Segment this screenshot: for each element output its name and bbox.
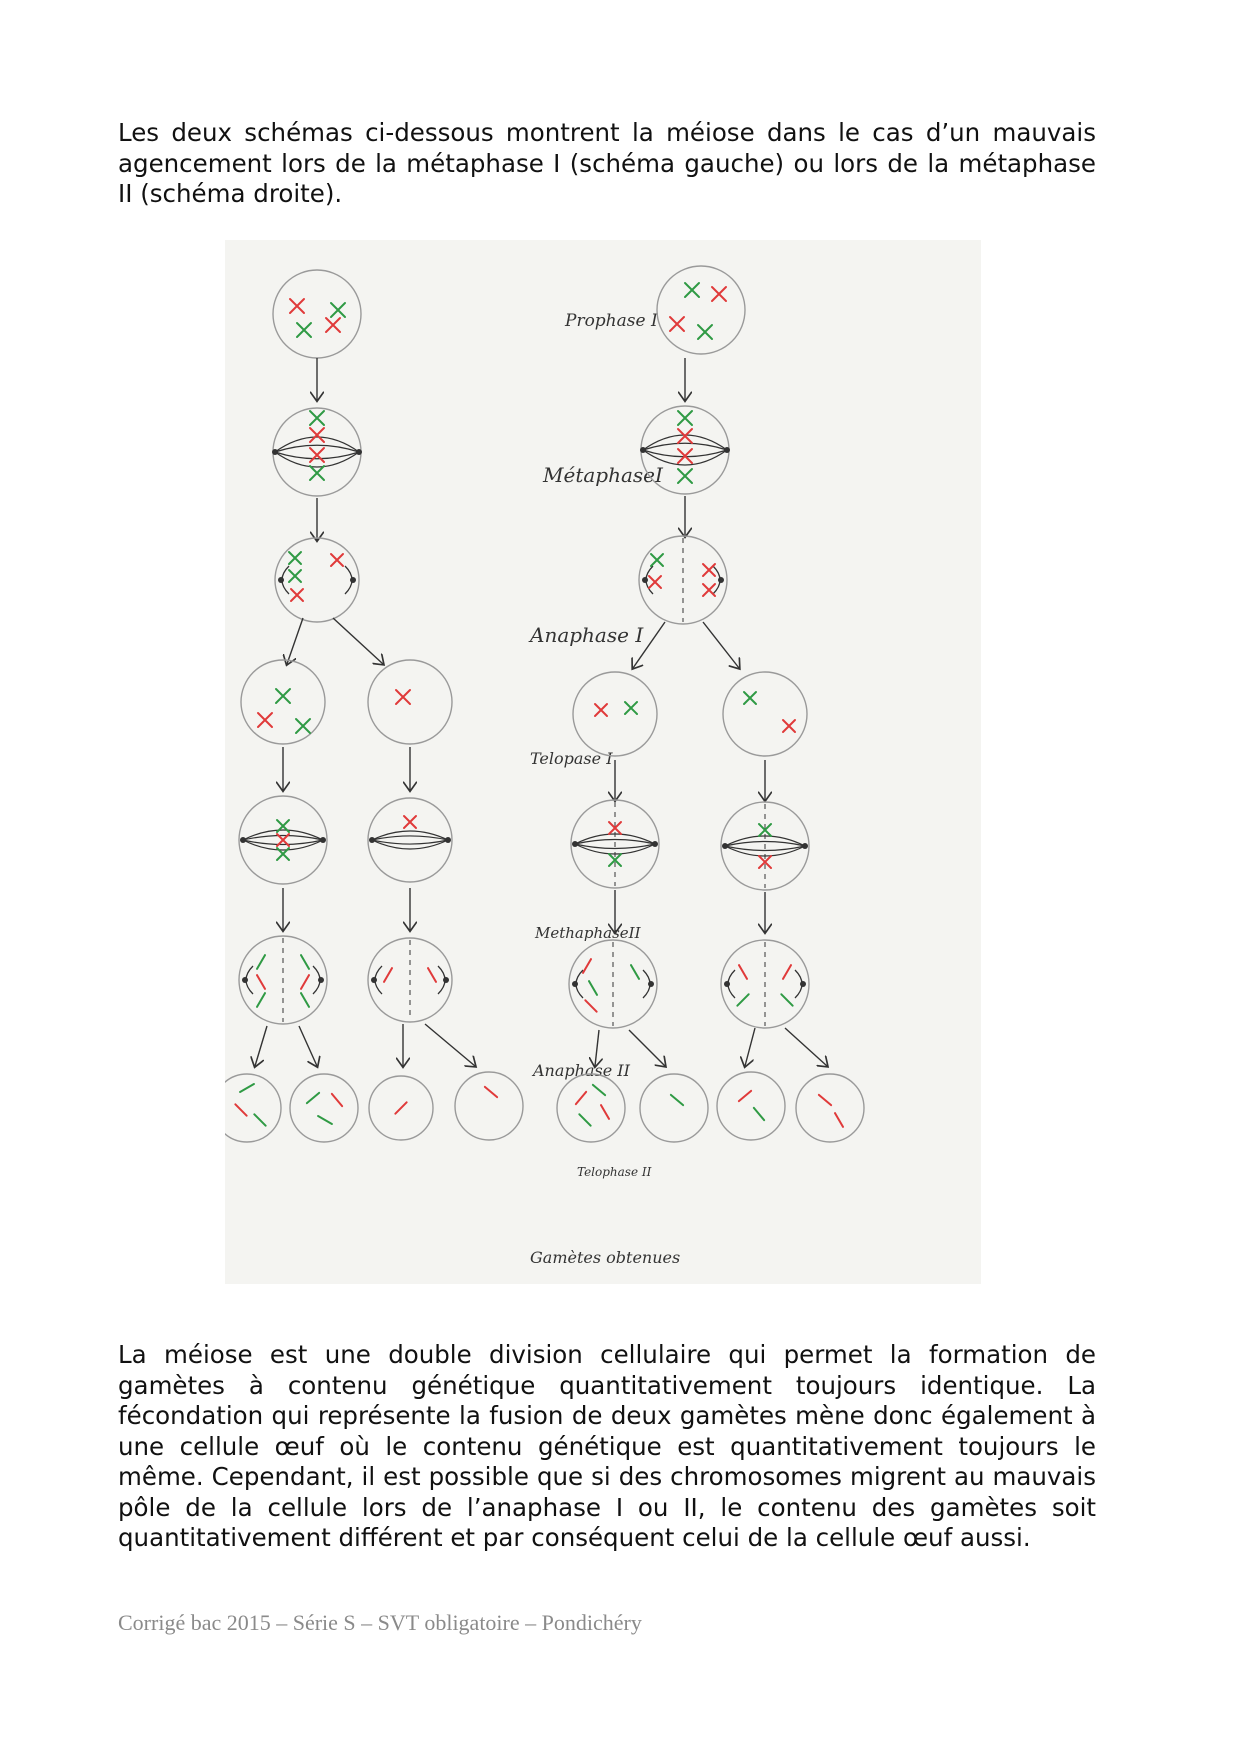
pole — [800, 981, 806, 987]
intro-paragraph: Les deux schémas ci-dessous montrent la méiose dans le cas d’un mauvais agencement lors de la métaphase I (schéma gauche) ou lors de la métaphase II (schéma droite). — [118, 118, 1096, 208]
conclusion-paragraph: La méiose est une double division cellulaire qui permet la formation de gamètes à contenu génétique quantitativement toujours identique. La fécondation qui représente la fusion de deux gamètes mène donc également à une cellule œuf où le contenu génétique est quantitativement toujours le même. Cependant, il est possible que si des chromosomes migrent au mauvais pôle de la cellule lors de l’anaphase I ou II, le contenu des gamètes soit quantitativement différent et par conséquent celui de la cellule œuf aussi. — [118, 1340, 1096, 1552]
pole — [278, 577, 284, 583]
pole — [718, 577, 724, 583]
pole — [369, 837, 375, 843]
pole — [318, 977, 324, 983]
pole — [722, 843, 728, 849]
pole — [642, 577, 648, 583]
pole — [242, 977, 248, 983]
label-anaphase-2: Anaphase II — [533, 1061, 630, 1080]
pole — [240, 837, 246, 843]
pole — [802, 843, 808, 849]
pole — [443, 977, 449, 983]
label-telophase-1: Telopase I — [530, 749, 613, 768]
label-gametes: Gamètes obtenues — [530, 1248, 681, 1267]
pole — [272, 449, 278, 455]
pole — [572, 841, 578, 847]
pole — [572, 981, 578, 987]
pole — [724, 981, 730, 987]
pole — [724, 447, 730, 453]
pole — [320, 837, 326, 843]
label-prophase-1: Prophase I — [565, 311, 658, 331]
pole — [652, 841, 658, 847]
label-anaphase-1: Anaphase I — [530, 623, 644, 647]
pole — [445, 837, 451, 843]
label-telophase-2: Telophase II — [577, 1165, 652, 1179]
pole — [350, 577, 356, 583]
pole — [648, 981, 654, 987]
label-metaphase-2: MethaphaseII — [535, 924, 641, 942]
pole — [356, 449, 362, 455]
label-metaphase-1: MétaphaseI — [543, 463, 663, 487]
pole — [640, 447, 646, 453]
pole — [371, 977, 377, 983]
meiosis-diagram — [225, 240, 981, 1284]
page-footer: Corrigé bac 2015 – Série S – SVT obligatoire – Pondichéry — [118, 1610, 642, 1635]
